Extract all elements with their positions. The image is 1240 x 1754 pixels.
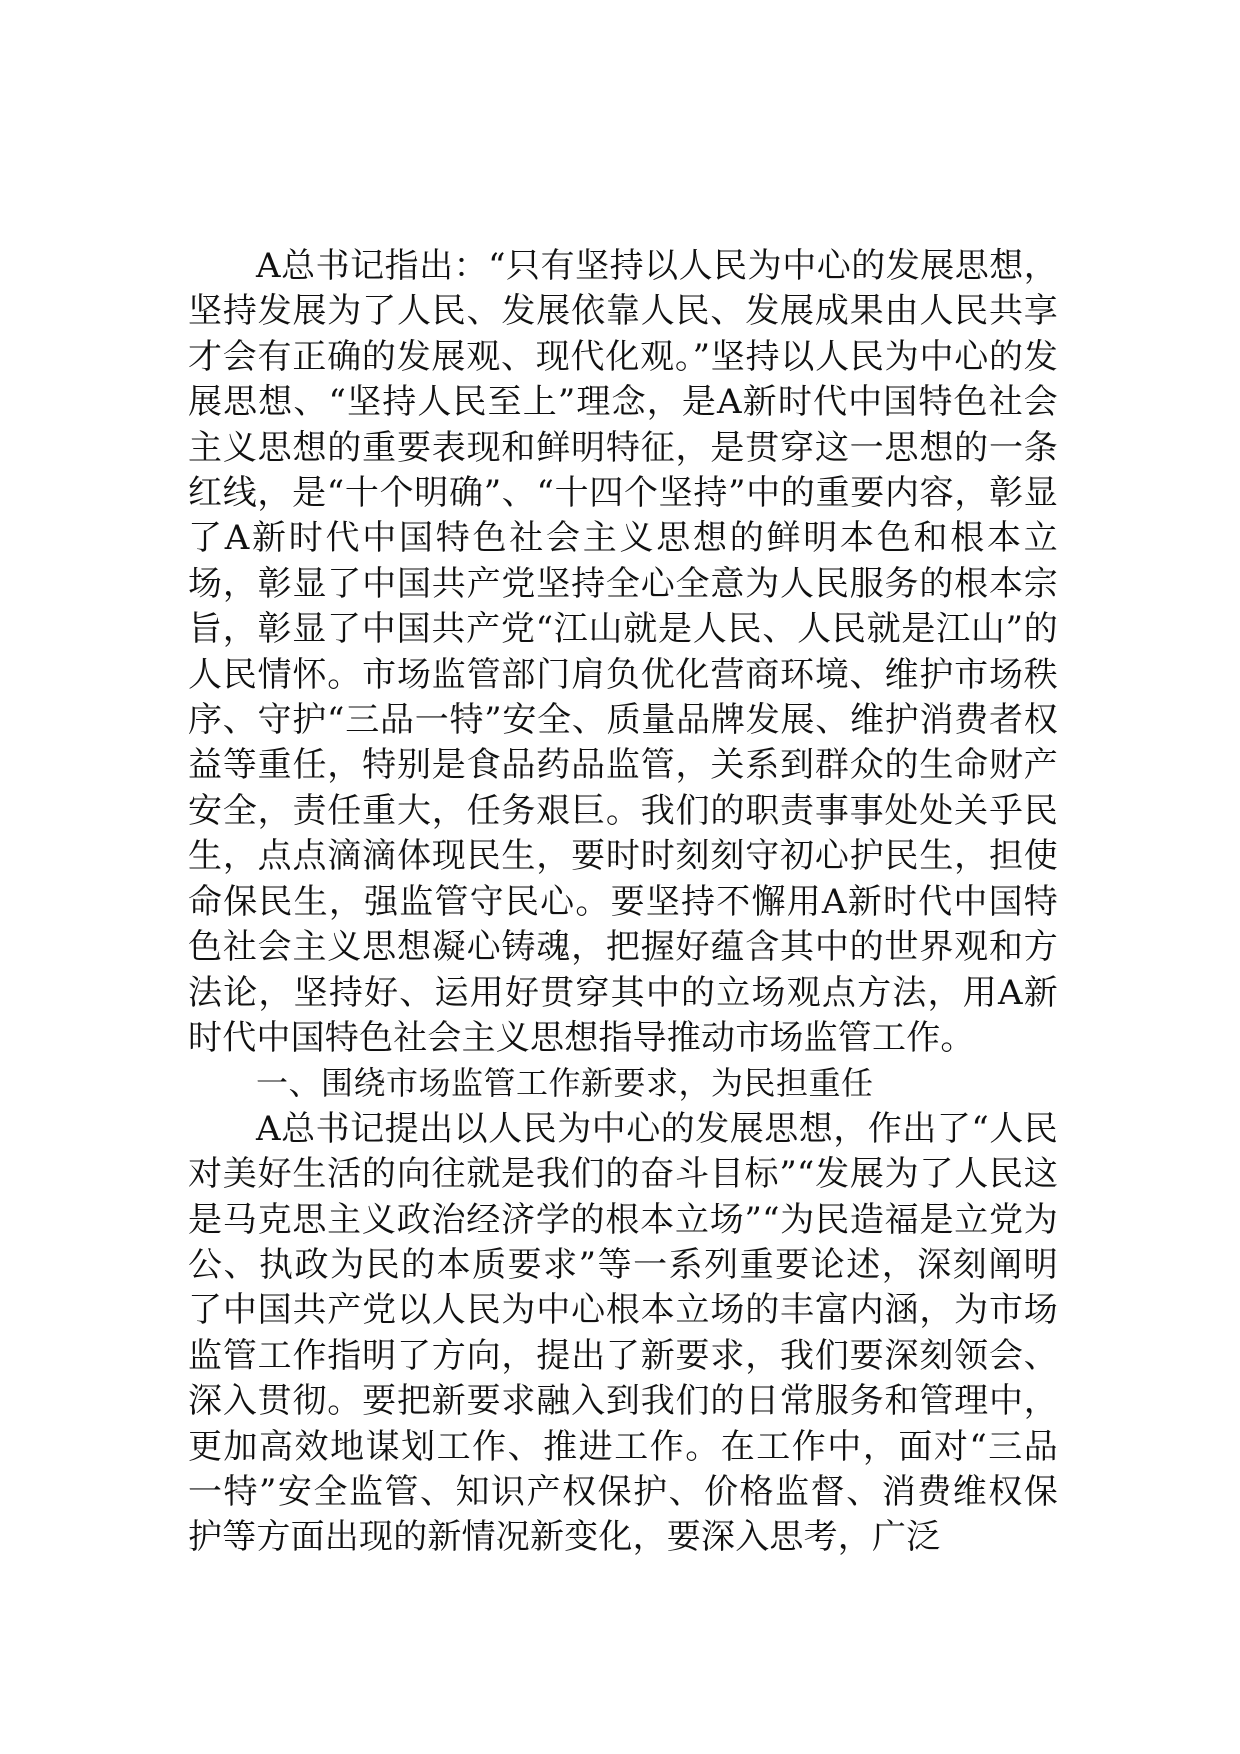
paragraph-intro: A总书记指出：“只有坚持以人民为中心的发展思想，坚持发展为了人民、发展依靠人民、发展成果由人民共享才会有正确的发展观、现代化观。”坚持以人民为中心的发展思想、“坚持人民至上”理念，是A新时代中国特色社会主义思想的重要表现和鲜明特征，是贯穿这一思想的一条红线，是“十个明确”、“十四个坚持”中的重要内容，彰显了A新时代中国特色社会主义思想的鲜明本色和根本立场，彰显了中国共产党坚持全心全意为人民服务的根本宗旨，彰显了中国共产党“江山就是人民、人民就是江山”的人民情怀。市场监管部门肩负优化营商环境、维护市场秩序、守护“三品一特”安全、质量品牌发展、维护消费者权益等重任，特别是食品药品监管，关系到群众的生命财产安全，责任重大，任务艰巨。我们的职责事事处处关乎民生，点点滴滴体现民生，要时时刻刻守初心护民生，担使命保民生，强监管守民心。要坚持不懈用A新时代中国特色社会主义思想凝心铸魂，把握好蕴含其中的世界观和方法论，坚持好、运用好贯穿其中的立场观点方法，用A新时代中国特色社会主义思想指导推动市场监管工作。 — [188, 246, 1058, 1058]
document-body — [188, 244, 1058, 1561]
section-heading-1: 一、围绕市场监管工作新要求，为民担重任 — [256, 1064, 874, 1103]
paragraph-section-1: A总书记提出以人民为中心的发展思想，作出了“人民对美好生活的向往就是我们的奋斗目标”“发展为了人民这是马克思主义政治经济学的根本立场”“为民造福是立党为公、执政为民的本质要求”等一系列重要论述，深刻阐明了中国共产党以人民为中心根本立场的丰富内涵，为市场监管工作指明了方向，提出了新要求，我们要深刻领会、深入贯彻。要把新要求融入到我们的日常服务和管理中，更加高效地谋划工作、推进工作。在工作中，面对“三品一特”安全监管、知识产权保护、价格监督、消费维权保护等方面出现的新情况新变化，要深入思考，广泛 — [188, 1108, 1058, 1558]
